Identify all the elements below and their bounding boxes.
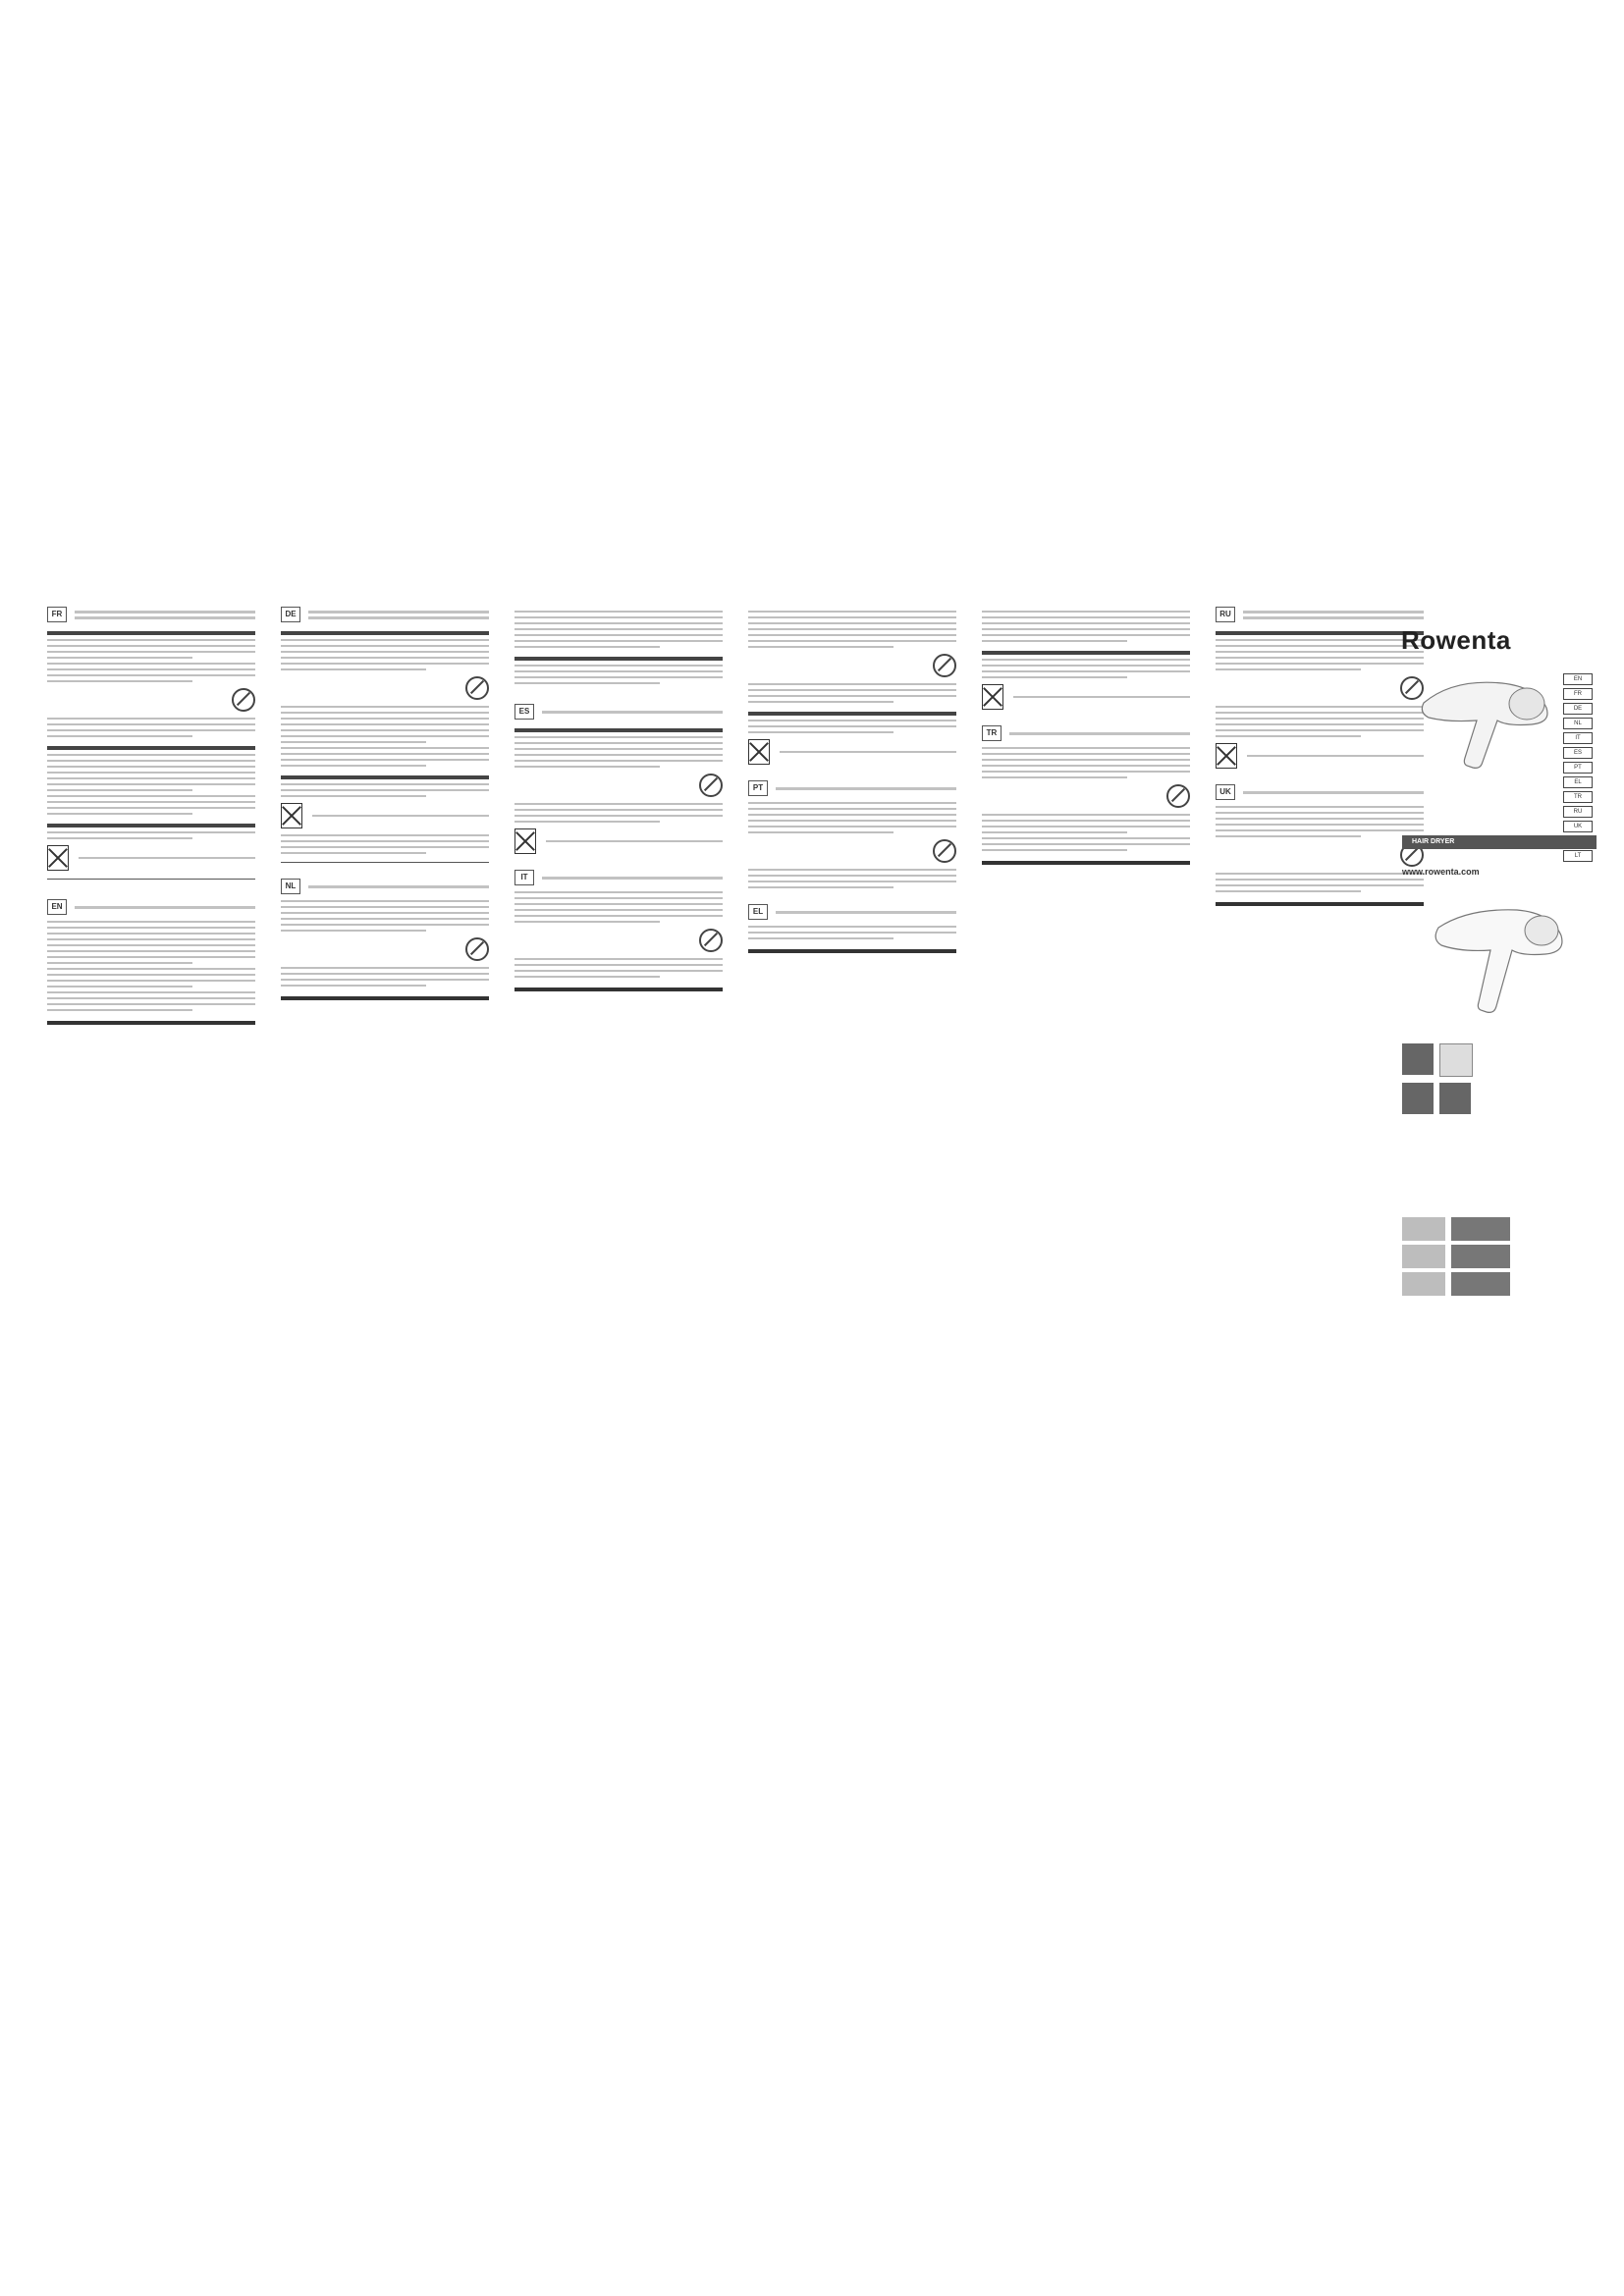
hair-dryer-parts-illustration [1424,898,1581,1026]
lang-code-tr: TR [982,725,1001,741]
column-3 [514,607,723,991]
lang-code-es: ES [514,704,534,720]
lang-index-es: ES [1563,747,1593,759]
lang-code-pt: PT [748,780,768,796]
column-2 [281,607,489,1000]
column-1 [47,607,255,1025]
brand-logo: Rowenta [1401,625,1511,655]
lang-code-ru: RU [1216,607,1235,622]
lang-code-el: EL [748,904,768,920]
lang-index-nl: NL [1563,718,1593,729]
lang-index-lt: LT [1563,850,1593,862]
lang-header-fr [47,607,255,622]
lang-index-fr: FR [1563,688,1593,700]
lang-code-de: DE [281,607,300,622]
lang-code-uk: UK [1216,784,1235,800]
lang-index-tr: TR [1563,791,1593,803]
manual-body [47,607,1585,1588]
website-link[interactable]: www.rowenta.com [1402,867,1480,877]
feature-icon [1402,1083,1434,1114]
feature-icon [1402,1043,1434,1075]
column-6 [1216,607,1424,906]
lang-index-ru: RU [1563,806,1593,818]
lang-index-pt: PT [1563,762,1593,774]
lang-index-el: EL [1563,776,1593,788]
lang-code-nl: NL [281,879,300,894]
parts-list [1402,1213,1510,1300]
column-4 [748,607,956,953]
lang-code-it: IT [514,870,534,885]
lang-index-uk: UK [1563,821,1593,832]
feature-icon [1439,1083,1471,1114]
lang-index-en: EN [1563,673,1593,685]
product-type-band: HAIR DRYER [1402,835,1597,849]
hair-dryer-illustration [1414,664,1561,781]
feature-icons [1402,1043,1471,1114]
lang-index-de: DE [1563,703,1593,715]
feature-icon [1439,1043,1473,1077]
lang-index-it: IT [1563,732,1593,744]
lang-code-fr: FR [47,607,67,622]
column-5 [982,607,1190,865]
lang-code-en: EN [47,899,67,915]
